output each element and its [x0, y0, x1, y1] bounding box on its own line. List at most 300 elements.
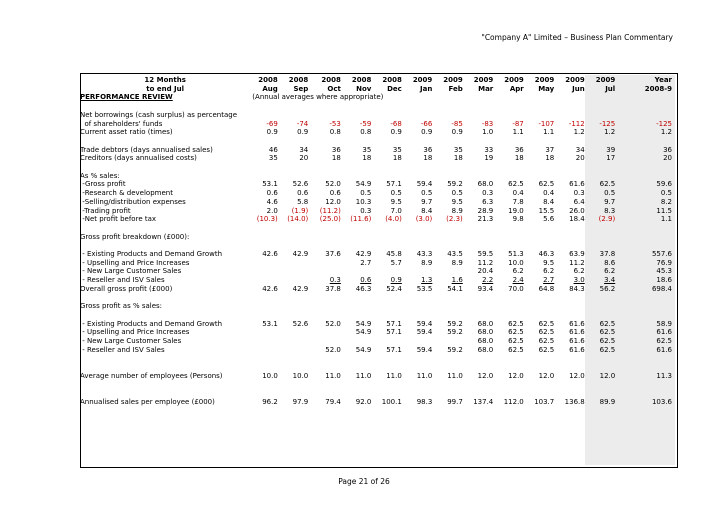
spacer-row [80, 224, 675, 233]
table-cell: (11.2) [319, 206, 341, 215]
year-header: 2008 [351, 76, 372, 84]
table-cell: 1.6 [451, 276, 463, 285]
table-cell: 59.4 [416, 319, 433, 328]
table-cell: 59.4 [416, 180, 433, 189]
empty-cell [281, 163, 311, 172]
table-cell: 0.5 [421, 189, 433, 198]
table-row [80, 215, 675, 224]
year-total-cell: 76.9 [656, 258, 672, 267]
table-cell: 7.8 [512, 197, 524, 206]
table-cell: 98.3 [416, 397, 433, 406]
empty-cell [374, 241, 404, 250]
table-cell: 0.9 [297, 128, 309, 137]
month-header: Jan [419, 84, 433, 93]
row-label [80, 294, 250, 303]
table-row [80, 372, 675, 381]
year-header: 2008 [321, 76, 341, 84]
table-cell: 99.7 [447, 397, 463, 406]
table-cell [281, 328, 311, 337]
empty-cell [281, 137, 311, 146]
year-total-cell: 698.4 [651, 284, 672, 293]
table-cell: 61.6 [569, 328, 585, 337]
empty-cell [374, 163, 404, 172]
table-cell: 12.0 [569, 371, 585, 380]
year-total-cell: 61.6 [656, 328, 672, 337]
empty-cell [557, 389, 587, 398]
empty-cell [344, 354, 374, 363]
table-cell: 8.9 [451, 258, 463, 267]
empty-cell [527, 311, 557, 320]
empty-cell [557, 380, 587, 389]
empty-cell [281, 241, 311, 250]
table-row [80, 111, 675, 120]
row-label: - Existing Products and Demand Growth [80, 249, 223, 258]
table-cell [250, 259, 280, 268]
empty-cell [466, 354, 496, 363]
empty-cell [527, 163, 557, 172]
empty-cell [311, 311, 344, 320]
table-cell: 112.0 [503, 397, 524, 406]
table-cell: 52.0 [325, 180, 341, 189]
table-cell: 62.5 [508, 345, 524, 354]
table-cell: 52.6 [292, 180, 309, 189]
table-cell: 53.1 [262, 180, 278, 189]
table-cell: 37 [545, 145, 555, 154]
empty-cell [344, 224, 374, 233]
table-cell [281, 337, 311, 346]
row-label: - New Large Customer Sales [80, 336, 182, 345]
table-cell: 11.0 [386, 371, 402, 380]
empty-cell [405, 224, 435, 233]
empty-cell [496, 163, 526, 172]
table-row [80, 189, 675, 198]
empty-cell [250, 241, 280, 250]
table-cell: 97.9 [292, 397, 309, 406]
table-cell: 54.9 [355, 328, 372, 337]
table-cell: -53 [329, 119, 341, 128]
empty-cell [435, 241, 465, 250]
table-cell: 43.3 [416, 249, 433, 258]
table-cell: 9.7 [421, 197, 433, 206]
table-cell [281, 267, 311, 276]
performance-review-table [80, 76, 675, 407]
empty-cell [527, 380, 557, 389]
empty-cell [435, 294, 465, 303]
table-cell: 42.6 [262, 249, 278, 258]
table-cell [405, 337, 435, 346]
table-cell: 18 [423, 154, 433, 163]
table-cell: 59.5 [477, 249, 494, 258]
empty-cell [466, 389, 496, 398]
table-cell: -83 [481, 119, 494, 128]
table-cell: (2.9) [598, 215, 616, 224]
table-row [80, 250, 675, 259]
table-cell: 136.8 [564, 397, 585, 406]
empty-cell [618, 380, 675, 389]
year-total-cell: 11.5 [656, 206, 672, 215]
table-cell: 0.3 [573, 189, 585, 198]
empty-cell [311, 102, 344, 111]
table-cell: 42.9 [292, 249, 309, 258]
year-total-cell: 8.2 [660, 197, 672, 206]
table-row [80, 285, 675, 294]
empty-cell [588, 294, 618, 303]
empty-cell [250, 380, 280, 389]
row-label: of shareholders' funds [80, 119, 163, 128]
table-cell: 68.0 [477, 336, 494, 345]
empty-cell [344, 294, 374, 303]
table-cell: 54.9 [355, 180, 372, 189]
empty-cell [466, 294, 496, 303]
table-cell: 0.9 [266, 128, 278, 137]
table-cell: 61.6 [569, 180, 585, 189]
row-label [80, 380, 250, 389]
table-cell: 54.1 [447, 284, 463, 293]
empty-cell [557, 163, 587, 172]
table-cell: 57.1 [386, 328, 402, 337]
empty-cell [405, 389, 435, 398]
empty-cell [496, 354, 526, 363]
empty-cell [618, 389, 675, 398]
month-header: Feb [448, 84, 463, 93]
empty-cell [250, 102, 280, 111]
empty-cell [250, 354, 280, 363]
empty-cell [466, 102, 496, 111]
table-cell: 3.0 [573, 276, 585, 285]
empty-cell [496, 389, 526, 398]
table-cell: (1.9) [291, 206, 309, 215]
table-cell: -87 [512, 119, 524, 128]
empty-cell [527, 389, 557, 398]
empty-cell [281, 363, 311, 372]
table-cell: 5.6 [543, 215, 555, 224]
table-row [80, 302, 675, 311]
empty-cell [527, 294, 557, 303]
table-cell: 34 [575, 145, 585, 154]
table-cell: 46.3 [538, 249, 555, 258]
table-cell [374, 267, 404, 276]
table-cell: 12.0 [538, 371, 555, 380]
empty-cell [618, 241, 675, 250]
row-label: Overall gross profit (£000) [80, 284, 173, 293]
empty-cell [374, 389, 404, 398]
table-cell: 12.0 [599, 371, 616, 380]
empty-cell [281, 311, 311, 320]
header-row-years [80, 76, 675, 85]
table-cell: 18 [392, 154, 402, 163]
table-cell: 64.8 [538, 284, 555, 293]
empty-cell [466, 363, 496, 372]
row-label: - Reseller and ISV Sales [80, 276, 165, 285]
spacer-row [80, 389, 675, 398]
row-label: - Upselling and Price Increases [80, 258, 190, 267]
table-cell: 0.4 [512, 189, 524, 198]
empty-cell [466, 380, 496, 389]
empty-cell [311, 163, 344, 172]
table-cell: 68.0 [477, 319, 494, 328]
table-cell: 9.7 [604, 197, 616, 206]
table-cell: 3.4 [604, 276, 616, 285]
empty-cell [588, 102, 618, 111]
table-cell: 35 [268, 154, 278, 163]
empty-cell [557, 102, 587, 111]
empty-cell [311, 224, 344, 233]
table-cell: -112 [568, 119, 585, 128]
empty-cell [466, 137, 496, 146]
empty-cell [588, 354, 618, 363]
row-label: -Gross profit [80, 180, 126, 189]
empty-cell [281, 389, 311, 398]
empty-cell [344, 241, 374, 250]
empty-cell [618, 137, 675, 146]
table-row [80, 320, 675, 329]
empty-cell [281, 294, 311, 303]
row-label: Current asset ratio (times) [80, 128, 173, 137]
averages-note: (Annual averages where appropriate) [252, 93, 384, 102]
empty-cell [496, 363, 526, 372]
empty-cell [588, 241, 618, 250]
table-cell: 12.0 [325, 197, 341, 206]
empty-cell [405, 354, 435, 363]
table-cell: 79.4 [325, 397, 341, 406]
table-row [80, 328, 675, 337]
table-row [80, 276, 675, 285]
table-cell: 0.9 [390, 128, 402, 137]
table-cell: 36 [514, 145, 524, 154]
empty-cell [557, 224, 587, 233]
table-cell: 84.3 [569, 284, 585, 293]
table-row [80, 146, 675, 155]
table-cell: 6.2 [543, 267, 555, 276]
table-cell: 42.9 [292, 284, 309, 293]
table-cell: 68.0 [477, 345, 494, 354]
table-cell: 62.5 [538, 180, 555, 189]
table-cell: 93.4 [477, 284, 494, 293]
table-cell: 0.5 [390, 189, 402, 198]
table-cell: 62.5 [599, 336, 616, 345]
table-cell: 5.7 [390, 258, 402, 267]
table-cell: 53.1 [262, 319, 278, 328]
empty-cell [557, 311, 587, 320]
empty-cell [496, 137, 526, 146]
table-cell [250, 337, 280, 346]
empty-cell [311, 241, 344, 250]
empty-cell [557, 363, 587, 372]
table-row [80, 207, 675, 216]
table-cell: 0.6 [360, 276, 372, 285]
table-cell: 0.8 [360, 128, 372, 137]
row-label: -Selling/distribution expenses [80, 197, 186, 206]
section-title: PERFORMANCE REVIEW [80, 93, 173, 102]
empty-cell [250, 294, 280, 303]
spacer-row [80, 363, 675, 372]
table-cell: 0.3 [482, 189, 494, 198]
table-cell: 59.2 [447, 319, 463, 328]
table-cell: 68.0 [477, 328, 494, 337]
table-cell: 20 [575, 154, 585, 163]
empty-cell [435, 311, 465, 320]
empty-cell [281, 224, 311, 233]
empty-cell [496, 294, 526, 303]
empty-cell [344, 311, 374, 320]
empty-cell [618, 224, 675, 233]
empty-cell [344, 137, 374, 146]
title-line-2: to end Jul [146, 84, 185, 93]
table-cell: 1.2 [573, 128, 585, 137]
table-cell: 62.5 [538, 336, 555, 345]
row-label: - Reseller and ISV Sales [80, 345, 165, 354]
table-cell: 19.0 [508, 206, 524, 215]
empty-cell [618, 311, 675, 320]
empty-cell [527, 363, 557, 372]
empty-cell [344, 163, 374, 172]
table-cell: 1.2 [604, 128, 616, 137]
table-cell: 62.5 [508, 328, 524, 337]
table-cell: 6.2 [573, 267, 585, 276]
empty-cell [405, 102, 435, 111]
table-cell [250, 267, 280, 276]
empty-cell [557, 354, 587, 363]
row-label [80, 311, 250, 320]
empty-cell [405, 294, 435, 303]
table-cell: 46.3 [355, 284, 372, 293]
table-cell: -59 [359, 119, 372, 128]
empty-cell [405, 163, 435, 172]
spacer-row [80, 241, 675, 250]
month-header: Jun [572, 84, 585, 93]
table-cell: 1.1 [512, 128, 524, 137]
empty-cell [588, 163, 618, 172]
table-cell: 0.6 [297, 189, 309, 198]
empty-cell [618, 102, 675, 111]
month-header: Sep [293, 84, 309, 93]
month-header: Oct [327, 84, 341, 93]
row-label [80, 354, 250, 363]
empty-cell [618, 163, 675, 172]
empty-cell [496, 380, 526, 389]
table-cell: 11.2 [569, 258, 585, 267]
table-row [80, 154, 675, 163]
table-cell: 59.2 [447, 180, 463, 189]
empty-cell [344, 389, 374, 398]
table-cell: 54.9 [355, 319, 372, 328]
empty-cell [405, 380, 435, 389]
table-cell [344, 337, 374, 346]
table-cell: -85 [451, 119, 463, 128]
empty-cell [588, 389, 618, 398]
empty-cell [527, 224, 557, 233]
page-header: "Company A" Limited – Business Plan Commentary [481, 33, 673, 42]
empty-cell [557, 137, 587, 146]
table-cell: 61.6 [569, 345, 585, 354]
table-cell: 33 [484, 145, 494, 154]
table-cell: 0.6 [266, 189, 278, 198]
table-cell: 8.9 [451, 206, 463, 215]
empty-cell [435, 163, 465, 172]
empty-cell [466, 311, 496, 320]
table-cell: 1.1 [543, 128, 555, 137]
empty-cell [405, 363, 435, 372]
table-cell: 20 [299, 154, 309, 163]
table-cell: 0.3 [329, 276, 341, 285]
year-total-cell: 59.6 [656, 180, 672, 189]
row-label [80, 363, 250, 372]
table-row [80, 267, 675, 276]
table-cell: 103.7 [534, 397, 555, 406]
table-cell: 6.2 [604, 267, 616, 276]
table-cell: 51.3 [508, 249, 524, 258]
table-cell: -107 [538, 119, 555, 128]
row-label [80, 102, 250, 111]
year-header: 2009 [534, 76, 555, 84]
row-label [80, 389, 250, 398]
table-cell: -74 [296, 119, 309, 128]
table-cell: 0.5 [604, 189, 616, 198]
row-label: - Existing Products and Demand Growth [80, 319, 223, 328]
table-cell: 35 [362, 145, 372, 154]
empty-cell [311, 363, 344, 372]
table-cell: 9.5 [390, 197, 402, 206]
table-cell: 5.8 [297, 197, 309, 206]
row-label: Net borrowings (cash surplus) as percentage [80, 110, 238, 119]
table-cell: 36 [423, 145, 433, 154]
row-label: -Research & development [80, 189, 173, 198]
empty-cell [374, 102, 404, 111]
empty-cell [311, 380, 344, 389]
table-cell: 0.9 [421, 128, 433, 137]
table-cell: 59.4 [416, 345, 433, 354]
table-cell: 6.2 [512, 267, 524, 276]
empty-cell [374, 224, 404, 233]
month-header: Mar [478, 84, 494, 93]
table-cell: 9.5 [451, 197, 463, 206]
table-cell: 59.2 [447, 345, 463, 354]
table-cell: 42.6 [262, 284, 278, 293]
table-cell: 62.5 [599, 328, 616, 337]
row-label: Creditors (days annualised costs) [80, 154, 197, 163]
table-cell: 59.2 [447, 328, 463, 337]
table-cell: 18 [331, 154, 341, 163]
table-cell: 18.4 [569, 215, 585, 224]
empty-cell [588, 311, 618, 320]
table-cell: 137.4 [473, 397, 494, 406]
table-cell: 2.7 [360, 258, 372, 267]
table-row [80, 198, 675, 207]
table-cell: 57.1 [386, 180, 402, 189]
table-cell: 62.5 [538, 345, 555, 354]
month-header: Aug [262, 84, 278, 93]
table-cell: 34 [299, 145, 309, 154]
year-header: 2008 [382, 76, 402, 84]
year-total-cell: 1.2 [660, 128, 672, 137]
empty-cell [250, 363, 280, 372]
table-cell: 62.5 [508, 319, 524, 328]
table-cell: 21.3 [477, 215, 494, 224]
empty-cell [588, 224, 618, 233]
table-cell: 11.2 [477, 258, 494, 267]
table-cell: 96.2 [262, 397, 278, 406]
empty-cell [466, 241, 496, 250]
empty-cell [588, 363, 618, 372]
table-cell [281, 259, 311, 268]
table-cell: 52.4 [386, 284, 402, 293]
empty-cell [405, 137, 435, 146]
empty-cell [281, 102, 311, 111]
table-cell [281, 276, 311, 285]
empty-cell [435, 389, 465, 398]
table-row [80, 128, 675, 137]
table-cell: 89.9 [599, 397, 616, 406]
